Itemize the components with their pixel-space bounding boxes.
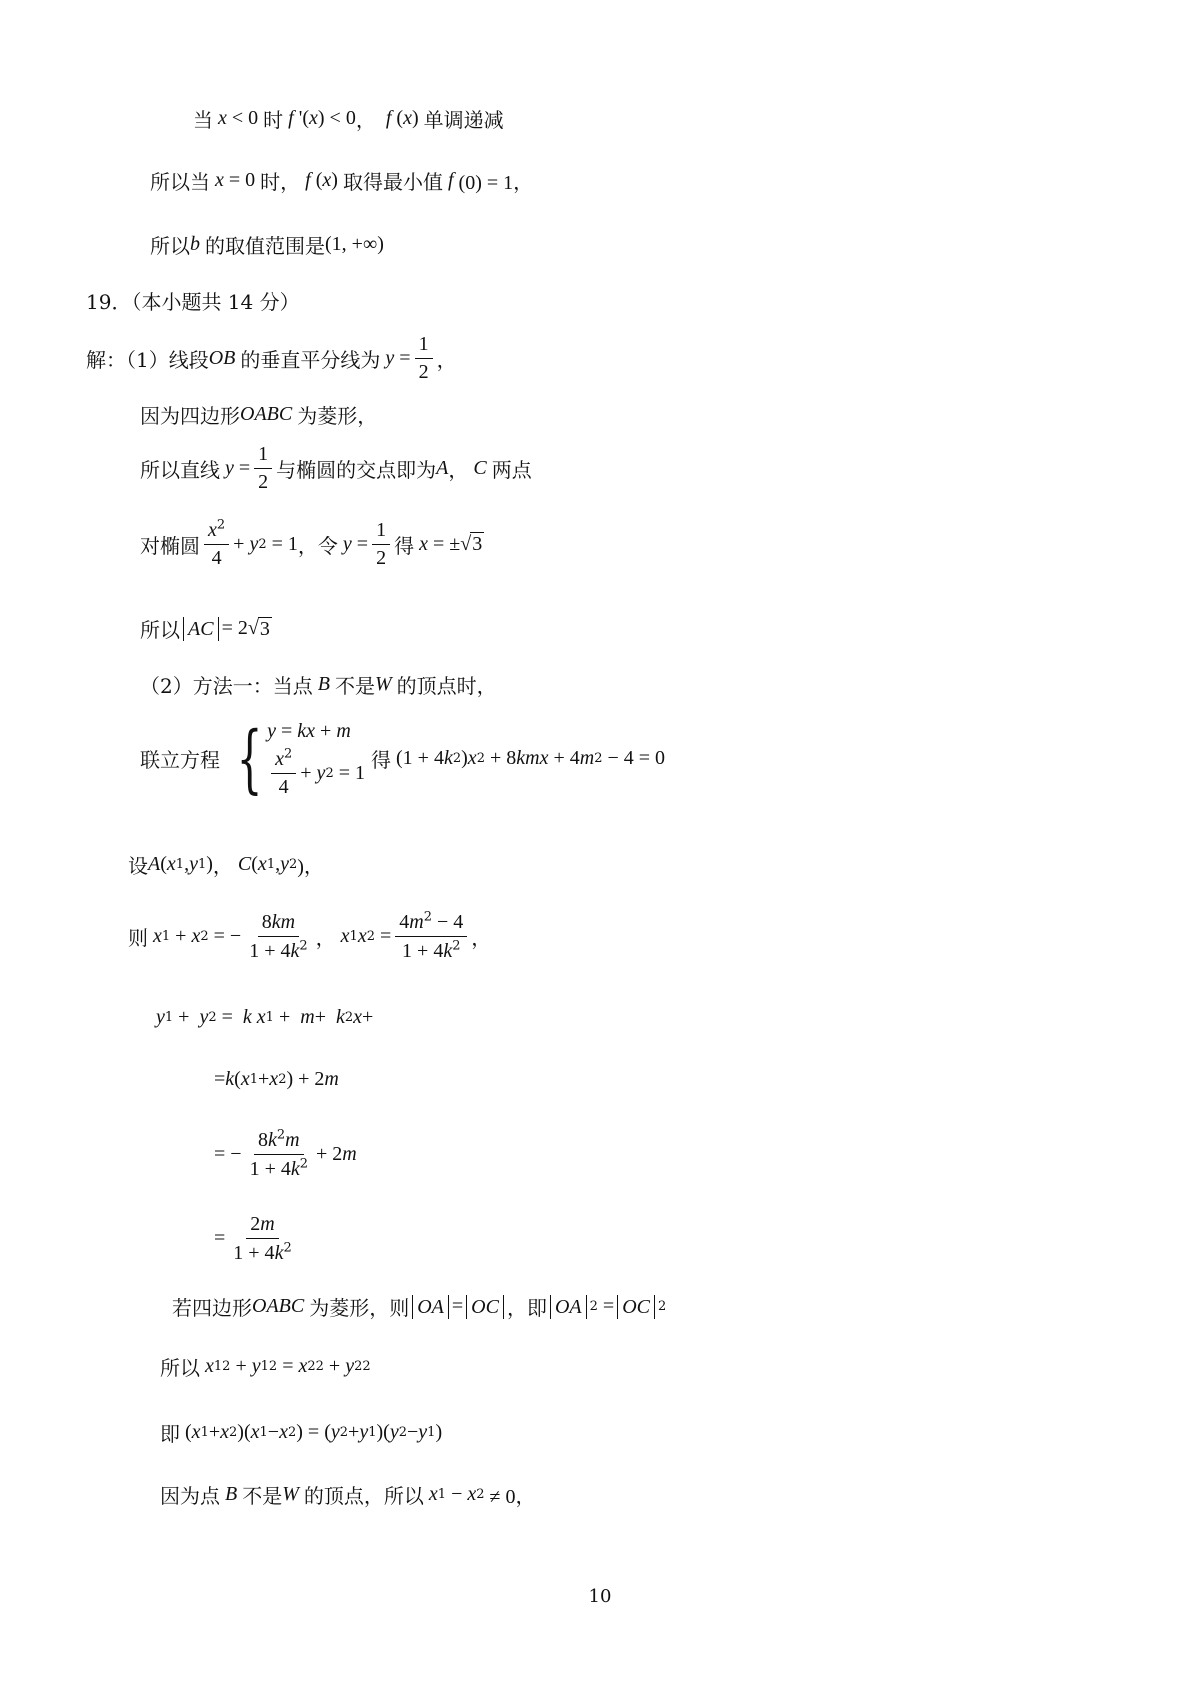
- text-line: 设 A ( x 1 , y 1 ) ， C ( x 1 , y 2 )，: [128, 853, 324, 878]
- fraction: $\frac{1}{2}$: [372, 519, 390, 570]
- text-line: 所以 x 1 2 + y 1 2 = x 2 2 + y 2 2: [160, 1355, 371, 1380]
- absolute-value: OC: [617, 1295, 655, 1319]
- absolute-value: OA: [550, 1295, 587, 1319]
- text-line: y 1 + y 2 = k x 1 + m + k 2 x +: [156, 1006, 374, 1028]
- text-line: 对椭圆 $x^2$ 4 + y 2 = 1 ，令 y = $\frac{1}{2}$ 得 x = ± √ 3: [140, 517, 483, 569]
- equation-system: { y = kx + m $x^2$ 4 + y 2 = 1: [236, 715, 365, 802]
- fraction: $x^2$ 4: [204, 518, 229, 570]
- question-heading: 19．（本小题共 14 分）: [86, 290, 300, 314]
- text-line: 当 x < 0 时 f '( x ) < 0 ， f ( x ) 单调递减: [193, 107, 504, 132]
- fraction: $\frac{1}{2}$: [254, 443, 272, 494]
- fraction: $\frac{8km}{1 + 4k^2}$: [249, 911, 308, 962]
- text-line: = − $\frac{8k^2m}{1 + 4k^2}$ + 2 m: [214, 1127, 357, 1180]
- text-line: = k ( x 1 + x 2 ) + 2 m: [214, 1068, 339, 1090]
- text-line: 则 x 1 + x 2 = − $\frac{8km}{1 + 4k^2}$ ， x 1 x 2 = $\frac{4m^2 - 4}{1 + 4k^2}$ ，: [128, 909, 492, 962]
- fraction: $\frac{2m}{1 + 4k^2}$: [233, 1213, 292, 1264]
- text-line: 因为四边形 OABC 为菱形，: [140, 403, 378, 428]
- fraction: $\frac{1}{2}$: [415, 333, 433, 384]
- text-line: = $\frac{2m}{1 + 4k^2}$: [214, 1212, 300, 1265]
- absolute-value: AC: [183, 617, 219, 641]
- text-line: 所以直线 y = $\frac{1}{2}$ 与椭圆的交点即为 A ， C 两点: [140, 443, 532, 493]
- absolute-value: OA: [412, 1295, 449, 1319]
- text-line: 所以 b 的取值范围是 (1, +∞): [150, 233, 384, 258]
- absolute-value: OC: [466, 1295, 504, 1319]
- text-line: 联立方程 { y = kx + m $x^2$ 4 + y 2 = 1 得 (1 + 4 k 2 ) x 2 + 8 kmx + 4 m 2 − 4 = 0: [140, 715, 666, 802]
- page-number: 10: [588, 1586, 612, 1607]
- fraction: $\frac{8k^2m}{1 + 4k^2}$: [249, 1127, 309, 1180]
- text-line: 所以 AC = 2√ 3: [140, 617, 270, 642]
- text-line: 因为点 B 不是 W 的顶点，所以 x 1 − x 2 ≠ 0，: [160, 1483, 536, 1508]
- text-line: 即 ( x 1 + x 2 )( x 1 − x 2 ) = ( y 2 + y 1 )( y 2 − y 1 ): [160, 1421, 443, 1446]
- text-line: 所以当 x = 0 时， f ( x ) 取得最小值 f (0) = 1，: [150, 169, 534, 194]
- text-line: 若四边形 OABC 为菱形，则 OA = OC ，即 OA 2 = OC 2: [172, 1295, 667, 1320]
- text-line: （2）方法一：当点 B 不是 W 的顶点时，: [140, 673, 497, 698]
- text-line: 解：（1）线段 OB 的垂直平分线为 y = $\frac{1}{2}$ ，: [86, 333, 457, 383]
- fraction: $\frac{4m^2 - 4}{1 + 4k^2}$: [395, 910, 467, 963]
